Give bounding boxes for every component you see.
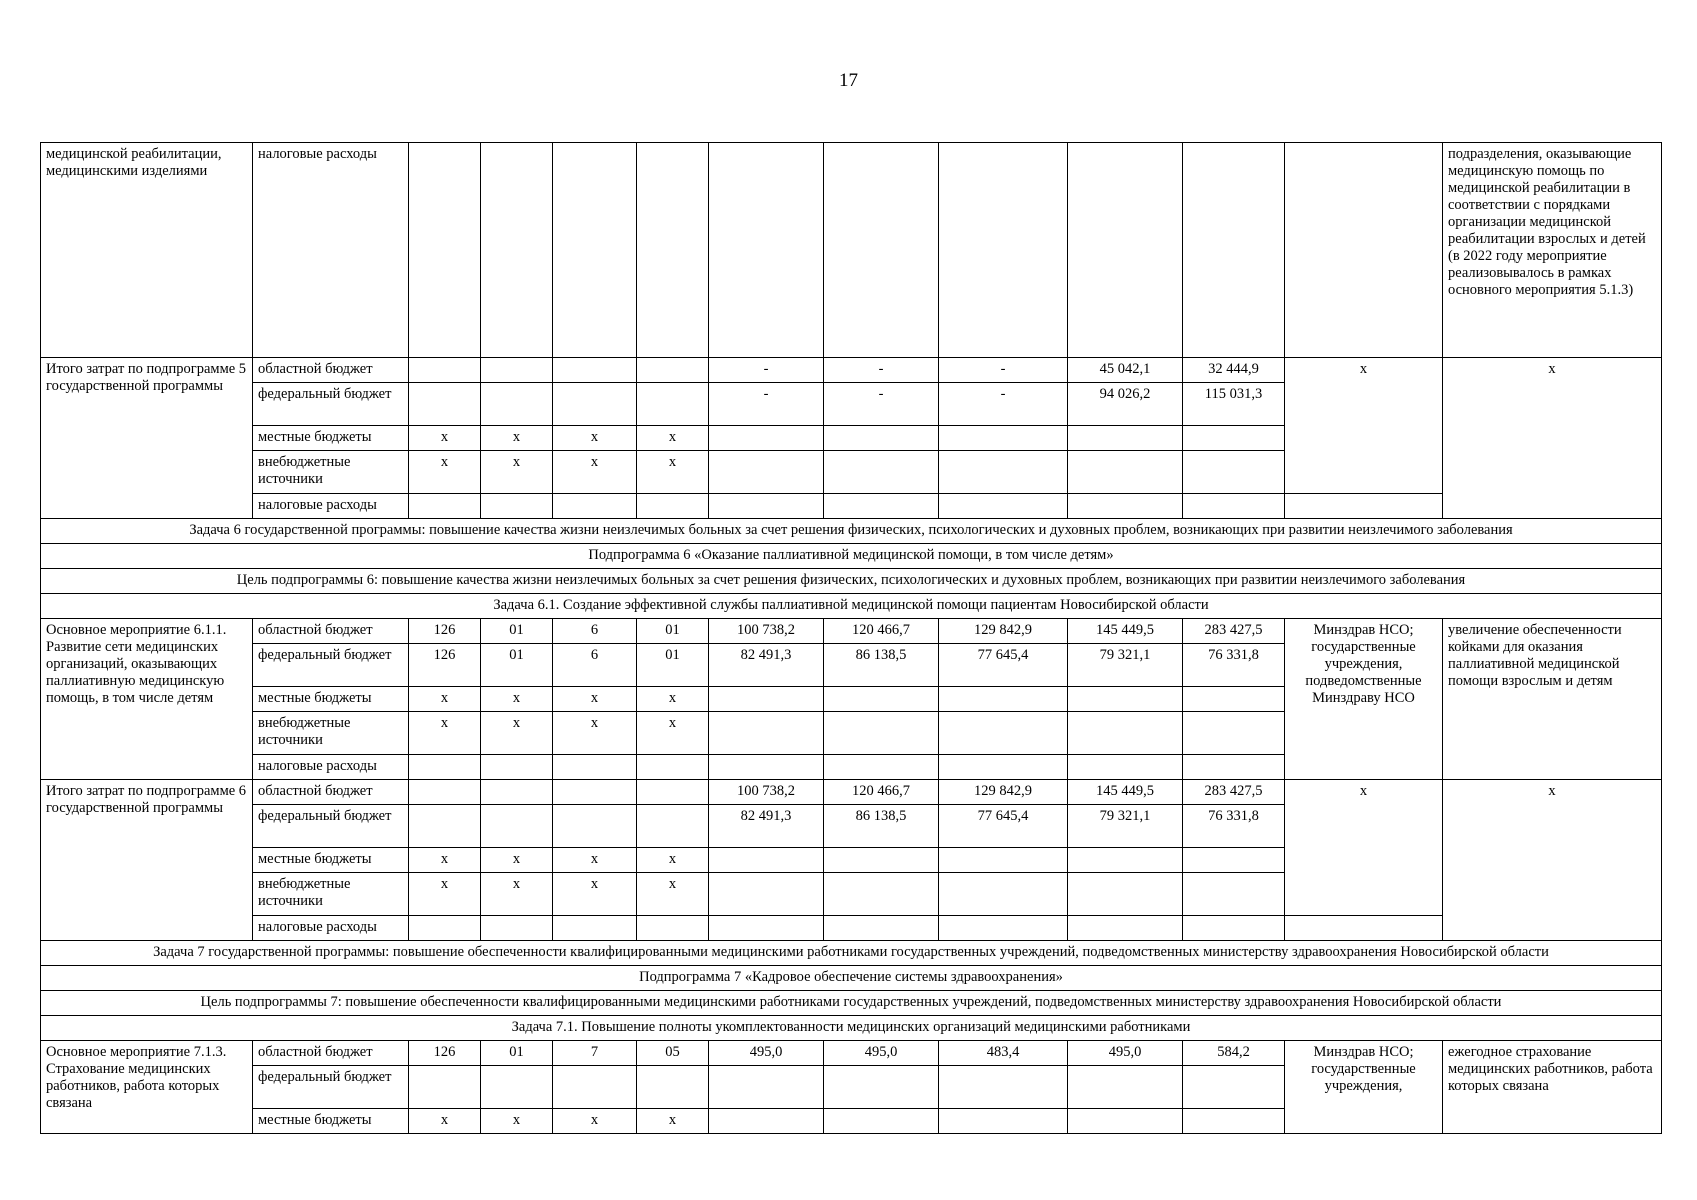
value-cell: 79 321,1 — [1068, 644, 1183, 687]
value-cell: 495,0 — [824, 1041, 939, 1066]
goal-header: Цель подпрограммы 7: повышение обеспеченности квалифицированными медицинскими работниками государственных учреждений, подведомственных министерству здравоохранения Новосибирской области — [41, 991, 1662, 1016]
code-cell: х — [553, 451, 637, 494]
code-cell: х — [553, 712, 637, 755]
code-cell: 01 — [481, 1041, 553, 1066]
value-cell: 77 645,4 — [939, 644, 1068, 687]
value-cell: - — [824, 383, 939, 426]
value-cell: - — [709, 383, 824, 426]
code-cell: 6 — [553, 644, 637, 687]
value-cell: - — [939, 358, 1068, 383]
code-cell: х — [637, 426, 709, 451]
value-cell: 79 321,1 — [1068, 805, 1183, 848]
measure-name-cell: медицинской реабилитации, медицинскими изделиями — [41, 143, 253, 358]
value-cell: 45 042,1 — [1068, 358, 1183, 383]
subprogram-header: Подпрограмма 7 «Кадровое обеспечение системы здравоохранения» — [41, 966, 1662, 991]
value-cell: 76 331,8 — [1183, 644, 1285, 687]
code-cell: 6 — [553, 619, 637, 644]
value-cell: 283 427,5 — [1183, 780, 1285, 805]
goal-header: Цель подпрограммы 6: повышение качества жизни неизлечимых больных за счет решения физических, психологических и духовных проблем, возникающих при развитии неизлечимого заболевания — [41, 569, 1662, 594]
code-cell: х — [481, 873, 553, 916]
task-header: Задача 7 государственной программы: повышение обеспеченности квалифицированными медицинскими работниками государственных учреждений, подведомственных министерству здравоохранения Новосибирской области — [41, 941, 1662, 966]
code-cell: х — [637, 848, 709, 873]
funding-source-cell: федеральный бюджет — [253, 1066, 409, 1109]
value-cell: 129 842,9 — [939, 780, 1068, 805]
table-row — [41, 143, 1662, 358]
funding-source-cell: внебюджетные источники — [253, 712, 409, 755]
funding-source-cell: федеральный бюджет — [253, 644, 409, 687]
code-cell: х — [553, 848, 637, 873]
expected-result-cell: х — [1443, 358, 1662, 519]
code-cell: 126 — [409, 644, 481, 687]
value-cell: 120 466,7 — [824, 780, 939, 805]
table-row — [41, 780, 1662, 805]
value-cell: 495,0 — [1068, 1041, 1183, 1066]
funding-source-cell: областной бюджет — [253, 780, 409, 805]
code-cell: 01 — [637, 644, 709, 687]
value-cell: 82 491,3 — [709, 644, 824, 687]
value-cell: 483,4 — [939, 1041, 1068, 1066]
executor-cell: х — [1285, 780, 1443, 916]
table-row — [41, 1041, 1662, 1066]
code-cell: х — [553, 1109, 637, 1134]
funding-source-cell: внебюджетные источники — [253, 451, 409, 494]
page-number: 17 — [839, 70, 858, 91]
code-cell: х — [553, 873, 637, 916]
value-cell: - — [709, 358, 824, 383]
code-cell: 7 — [553, 1041, 637, 1066]
executor-cell: х — [1285, 358, 1443, 494]
code-cell: х — [481, 426, 553, 451]
code-cell: х — [637, 873, 709, 916]
funding-source-cell: внебюджетные источники — [253, 873, 409, 916]
code-cell: х — [553, 426, 637, 451]
value-cell: 86 138,5 — [824, 805, 939, 848]
value-cell: - — [824, 358, 939, 383]
expected-result-cell: ежегодное страхование медицинских работников, работа которых связана — [1443, 1041, 1662, 1134]
subtask-header: Задача 7.1. Повышение полноты укомплектованности медицинских организаций медицинскими работниками — [41, 1016, 1662, 1041]
code-cell: х — [481, 712, 553, 755]
value-cell: 86 138,5 — [824, 644, 939, 687]
code-cell: х — [409, 848, 481, 873]
task-header: Задача 6 государственной программы: повышение качества жизни неизлечимых больных за счет решения физических, психологических и духовных проблем, возникающих при развитии неизлечимого заболевания — [41, 519, 1662, 544]
subprogram-header: Подпрограмма 6 «Оказание паллиативной медицинской помощи, в том числе детям» — [41, 544, 1662, 569]
funding-source-cell: местные бюджеты — [253, 1109, 409, 1134]
funding-source-cell: областной бюджет — [253, 1041, 409, 1066]
total-name-cell: Итого затрат по подпрограмме 5 государственной программы — [41, 358, 253, 519]
code-cell: х — [481, 687, 553, 712]
value-cell: - — [939, 383, 1068, 426]
value-cell: 100 738,2 — [709, 619, 824, 644]
code-cell: х — [637, 1109, 709, 1134]
value-cell: 76 331,8 — [1183, 805, 1285, 848]
value-cell: 584,2 — [1183, 1041, 1285, 1066]
code-cell: 126 — [409, 1041, 481, 1066]
table-row — [41, 358, 1662, 383]
code-cell: 01 — [481, 644, 553, 687]
code-cell: х — [409, 451, 481, 494]
total-name-cell: Итого затрат по подпрограмме 6 государственной программы — [41, 780, 253, 941]
funding-source-cell: местные бюджеты — [253, 426, 409, 451]
executor-cell: Минздрав НСО; государственные учреждения, подведомственные Минздраву НСО — [1285, 619, 1443, 780]
code-cell: х — [553, 687, 637, 712]
code-cell: 01 — [481, 619, 553, 644]
value-cell: 100 738,2 — [709, 780, 824, 805]
funding-source-cell: налоговые расходы — [253, 755, 409, 780]
value-cell: 145 449,5 — [1068, 619, 1183, 644]
table-row — [41, 494, 1662, 519]
measure-name-cell: Основное мероприятие 7.1.3. Страхование медицинских работников, работа которых связана — [41, 1041, 253, 1134]
expected-result-cell: увеличение обеспеченности койками для оказания паллиативной медицинской помощи взрослым и детям — [1443, 619, 1662, 780]
code-cell: х — [409, 426, 481, 451]
value-cell: 115 031,3 — [1183, 383, 1285, 426]
code-cell: 05 — [637, 1041, 709, 1066]
value-cell: 32 444,9 — [1183, 358, 1285, 383]
funding-source-cell: областной бюджет — [253, 619, 409, 644]
table-row — [41, 916, 1662, 941]
value-cell: 495,0 — [709, 1041, 824, 1066]
code-cell: 126 — [409, 619, 481, 644]
code-cell: х — [637, 451, 709, 494]
code-cell: х — [409, 712, 481, 755]
funding-source-cell: местные бюджеты — [253, 687, 409, 712]
funding-source-cell: местные бюджеты — [253, 848, 409, 873]
program-measures-table — [40, 142, 1662, 1134]
funding-source-cell: областной бюджет — [253, 358, 409, 383]
funding-source-cell: налоговые расходы — [253, 916, 409, 941]
funding-source-cell: федеральный бюджет — [253, 805, 409, 848]
executor-cell: Минздрав НСО; государственные учреждения, — [1285, 1041, 1443, 1134]
value-cell: 145 449,5 — [1068, 780, 1183, 805]
code-cell: х — [637, 687, 709, 712]
code-cell: х — [409, 873, 481, 916]
code-cell: х — [481, 848, 553, 873]
value-cell: 283 427,5 — [1183, 619, 1285, 644]
value-cell: 77 645,4 — [939, 805, 1068, 848]
code-cell: х — [481, 451, 553, 494]
value-cell: 129 842,9 — [939, 619, 1068, 644]
funding-source-cell: федеральный бюджет — [253, 383, 409, 426]
expected-result-cell: подразделения, оказывающие медицинскую помощь по медицинской реабилитации в соответствии с порядками организации медицинской реабилитации взрослых и детей (в 2022 году мероприятие реализовывалось в рамках основного мероприятия 5.1.3) — [1443, 143, 1662, 358]
code-cell: х — [637, 712, 709, 755]
funding-source-cell: налоговые расходы — [253, 494, 409, 519]
subtask-header: Задача 6.1. Создание эффективной службы паллиативной медицинской помощи пациентам Новосибирской области — [41, 594, 1662, 619]
code-cell: х — [481, 1109, 553, 1134]
table-row — [41, 619, 1662, 644]
value-cell: 120 466,7 — [824, 619, 939, 644]
code-cell: х — [409, 687, 481, 712]
value-cell: 94 026,2 — [1068, 383, 1183, 426]
expected-result-cell: х — [1443, 780, 1662, 941]
code-cell: х — [409, 1109, 481, 1134]
measure-name-cell: Основное мероприятие 6.1.1. Развитие сети медицинских организаций, оказывающих паллиативную медицинскую помощь, в том числе детям — [41, 619, 253, 780]
value-cell: 82 491,3 — [709, 805, 824, 848]
funding-source-cell: налоговые расходы — [253, 143, 409, 358]
code-cell: 01 — [637, 619, 709, 644]
